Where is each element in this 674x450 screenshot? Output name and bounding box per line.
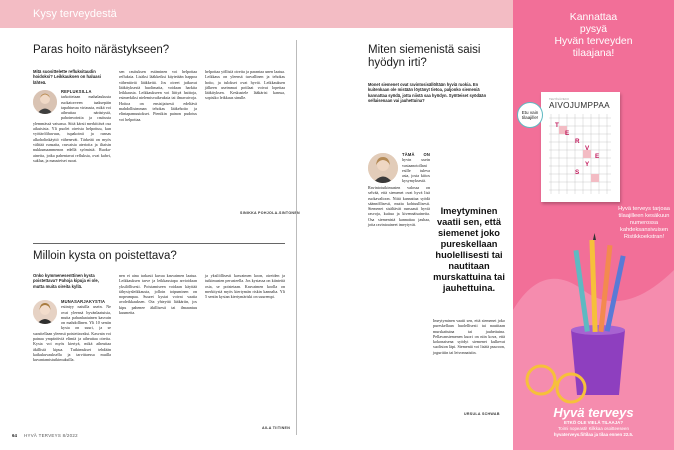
- article1-col3: helpottaa yöllisiä oireita ja parantaa unen laatua. Leikkaus on yleensä turvallinen ja tehokas hoito, ja tulokset ovat hyviä. Leikkauksen jälkeen useimmat potilaat voivat lopettaa lääkityksen. Keskustele lääkärisi kanssa, sopisiko leikkaus sinulle.: [205, 69, 285, 101]
- article1-col2: sen rasituksen estäminen voi helpottaa refluksia. Lisäksi lääkkeiksi käytetään happoa vähentäviä lääkkeitä. Jos oireet jatkuvat lääkityksestä huolimatta, voidaan harkita leikkausta. Leikkaukseen voi liittyä haittoja, esimerkiksi nielemisvaikeuksia tai ilmavaivoja. Hoitoa on ensisijaisesti edeltävä mahdollisimman tehokas lääkehoito ja elintapamuutokset. Pienikin painon pudotus voi helpottaa.: [119, 69, 197, 122]
- float-spacer: [33, 299, 61, 326]
- booklet-cover: [541, 92, 620, 202]
- article1-question: Mitä suosittelette refluksitaudin hoidoksi? Leikkauksen on haluasi lähteä.: [33, 69, 101, 85]
- article1-author-lead: REFLUKSILLA: [61, 89, 92, 94]
- booklet-letters: [555, 122, 599, 177]
- booklet-letter: Y: [585, 160, 590, 168]
- magazine-issue: HYVÄ TERVEYS 8/2022: [24, 433, 78, 438]
- article1-col1: [33, 89, 111, 269]
- article2-signature: AILA TIITINEN: [262, 426, 291, 430]
- article2-question: Onko kymmenesenttinen kysta poistettava? Pahoja kipuja ei ole, mutta muita oireita kyllä.: [33, 273, 99, 289]
- article1-col1-text: tarkoitetaan mahalaukusta ruokatorveen taaksepäin tapahtuvaa virtausta, mikä voi aiheuttaa närästystä, pahoinvointia ja rasitusta ylemmässä vatsassa. Siitä kärsii merkittävä osa aikuisista. Yli puolet oireista helpottuu, kun vyötärölihavuus, tupakointi ja runsas alkoholinkäyttö vähenevät. Tärkeää on myös välttää runsaita, rasvaisia aterioita ja iltaisin nukkumaanmenon edellä syömistä. Ruoka-aineita, jotka pahentavat refluksia, ovat kahvi, suklaa, ja mausteiset ruoat.: [33, 94, 111, 163]
- booklet-letter: S: [575, 168, 580, 176]
- ad-call-to-action[interactable]: [513, 420, 674, 438]
- float-spacer: [368, 152, 402, 185]
- article3-headline: Miten siemenistä saisi hyödyn irti?: [368, 44, 481, 69]
- cta-line: Toimi nopeasti! Kilkkaa osoitteeseen: [558, 426, 629, 431]
- subscription-ad: [513, 0, 674, 450]
- booklet-letter: E: [595, 153, 600, 161]
- booklet-letter: V: [585, 145, 590, 153]
- article3-col1: [368, 152, 430, 407]
- section-banner: [0, 0, 513, 28]
- ad-headline-line: Hyvän terveyden: [554, 36, 633, 47]
- article1-headline: Paras hoito närästykseen?: [33, 44, 170, 56]
- article2-col1: [33, 299, 111, 429]
- exclusive-badge-text: Etu vain tilaajille!: [521, 109, 539, 120]
- article1-signature: SINIKKA POHJOLA-SINTONEN: [240, 211, 300, 215]
- article3-col1-text: hyvin usein vastaanotollani esille tuleva asia, josta kiitos kysymyksestä. Ravintotutkimusten valossa on selvää, että siemenet ovat hyvä lisä ruokavalioon. Niitä kannattaa syödä säännöllisesti, mutta kohtuullisesti. Siemenet sisältävät runsaasti hyviä rasvoja, kuitua ja kivennäisaineita. Osa siemenistä kannattaa jauhaa, jotta ravintoaineet imeytyvät.: [368, 157, 430, 228]
- ad-headline-line: pysyä: [579, 24, 608, 35]
- article2-col2: nen ei aina tarkasti kuvaa kasvaimen laatua. Leikkauksen tarve ja leikkaustapa arvioidaan yksilöllisesti. Poistamiseen voidaan käyttää tähystysleikkausta, jolloin toipuminen on nopeampaa. Suuret kystat voivat vaatia avoleikkauksen. Ota yhteyttä lääkäriin, jos kipu pahenee äkillisesti tai ilmaantuu kuumetta.: [119, 273, 197, 316]
- cta-line: ETKÖ OLE VIELÄ TILAAJA?: [563, 420, 624, 425]
- float-spacer: [33, 89, 61, 116]
- brand-logo: Hyvä terveys: [553, 405, 634, 420]
- booklet-letter: R: [575, 137, 580, 145]
- section-title: Kysy terveydestä: [33, 8, 117, 20]
- article2-headline: Milloin kysta on poistettava?: [33, 250, 177, 262]
- pull-quote: Imeytyminen vaatii sen, että siemenet joko pureskellaan huolellisesti tai nautitaan murskattuina tai jauhettuina.: [433, 206, 505, 293]
- booklet-letter: E: [565, 129, 570, 137]
- column-divider: [296, 40, 297, 435]
- article3-col2: Imeytyminen vaatii sen, että siemenet joko pureskellaan huolellisesti tai nautitaan murskattuina tai jauhettuina. Pellavansiemenen kuori on niin kova, että kokonaisena syödyt siemenet kulkevat suoliston läpi. Siemeniä voi lisätä puuroon, jogurttiin tai leivonnaisiin.: [433, 318, 505, 355]
- article3-signature: URSULA SCHWAB: [464, 412, 500, 416]
- booklet-letter: T: [555, 122, 559, 129]
- exclusive-badge: [517, 102, 543, 128]
- ad-headline-line: tilaajana!: [572, 48, 615, 59]
- ad-headline-line: Kannattaa: [569, 12, 618, 23]
- article3-question: Monet siemenet ovat ravintosisällöltään hyviä ruokia. En kuitenkaan ole mistään löytänyt tietoa, paljonko siemeniä kannattaa syödä, jotta niistä saa hyödyn. Syötteiset syödään sellaisenaan vai jauhettuina?: [368, 82, 487, 104]
- booklet-kicker: TEHTÄVÄVIHKO: [549, 98, 570, 101]
- article3-author-lead: TÄMÄ ON: [402, 152, 430, 157]
- article2-col3: ja yksilöllisesti kasvaimen koon, oireiden ja tutkimusten perusteella. Jos kystassa on kiinteitä osia, se poistetaan. Kasvaimen koolla on merkitystä myös kiertymän riskin kannalta. Yli 5 sentin kystan kiertymäriski on suurempi.: [205, 273, 285, 300]
- cta-link[interactable]: hyvaterveys.fi/tilaa ja tilaa ennen 22.5.: [553, 432, 634, 437]
- article2-col1-text: esiintyy naisilla usein. Ne ovat yleensä hyvänlaatuisia, mutta pahanlaatuinen kasvain on mahdollinen. Yli 10 sentin kysta on suuri, ja se suositellaan yleensä poistettavaksi. Kasvain voi painaa ympäröiviä elimiä ja aiheuttaa oireita. Kysta voi myös kiertyä, mikä aiheuttaa äkillistä kipua. Tutkimukset tehdään kaikukuvauksella ja tarvittaessa muilla kuvantamistutkimuksilla.: [33, 304, 111, 363]
- divider: [33, 243, 285, 244]
- article2-author-lead: MUNASARJAKYSTIA: [61, 299, 106, 304]
- ad-headline: [513, 12, 674, 60]
- booklet-title: AIVOJUMPPAA: [549, 101, 610, 110]
- page-number: 64: [12, 433, 17, 438]
- pencil-cup: [571, 330, 625, 395]
- ad-offer-text: Hyvä terveys tarjoaa tilaajilleen kesäkuun numerossa kahdeksansivuisen Ristikkoekstran!: [618, 206, 670, 241]
